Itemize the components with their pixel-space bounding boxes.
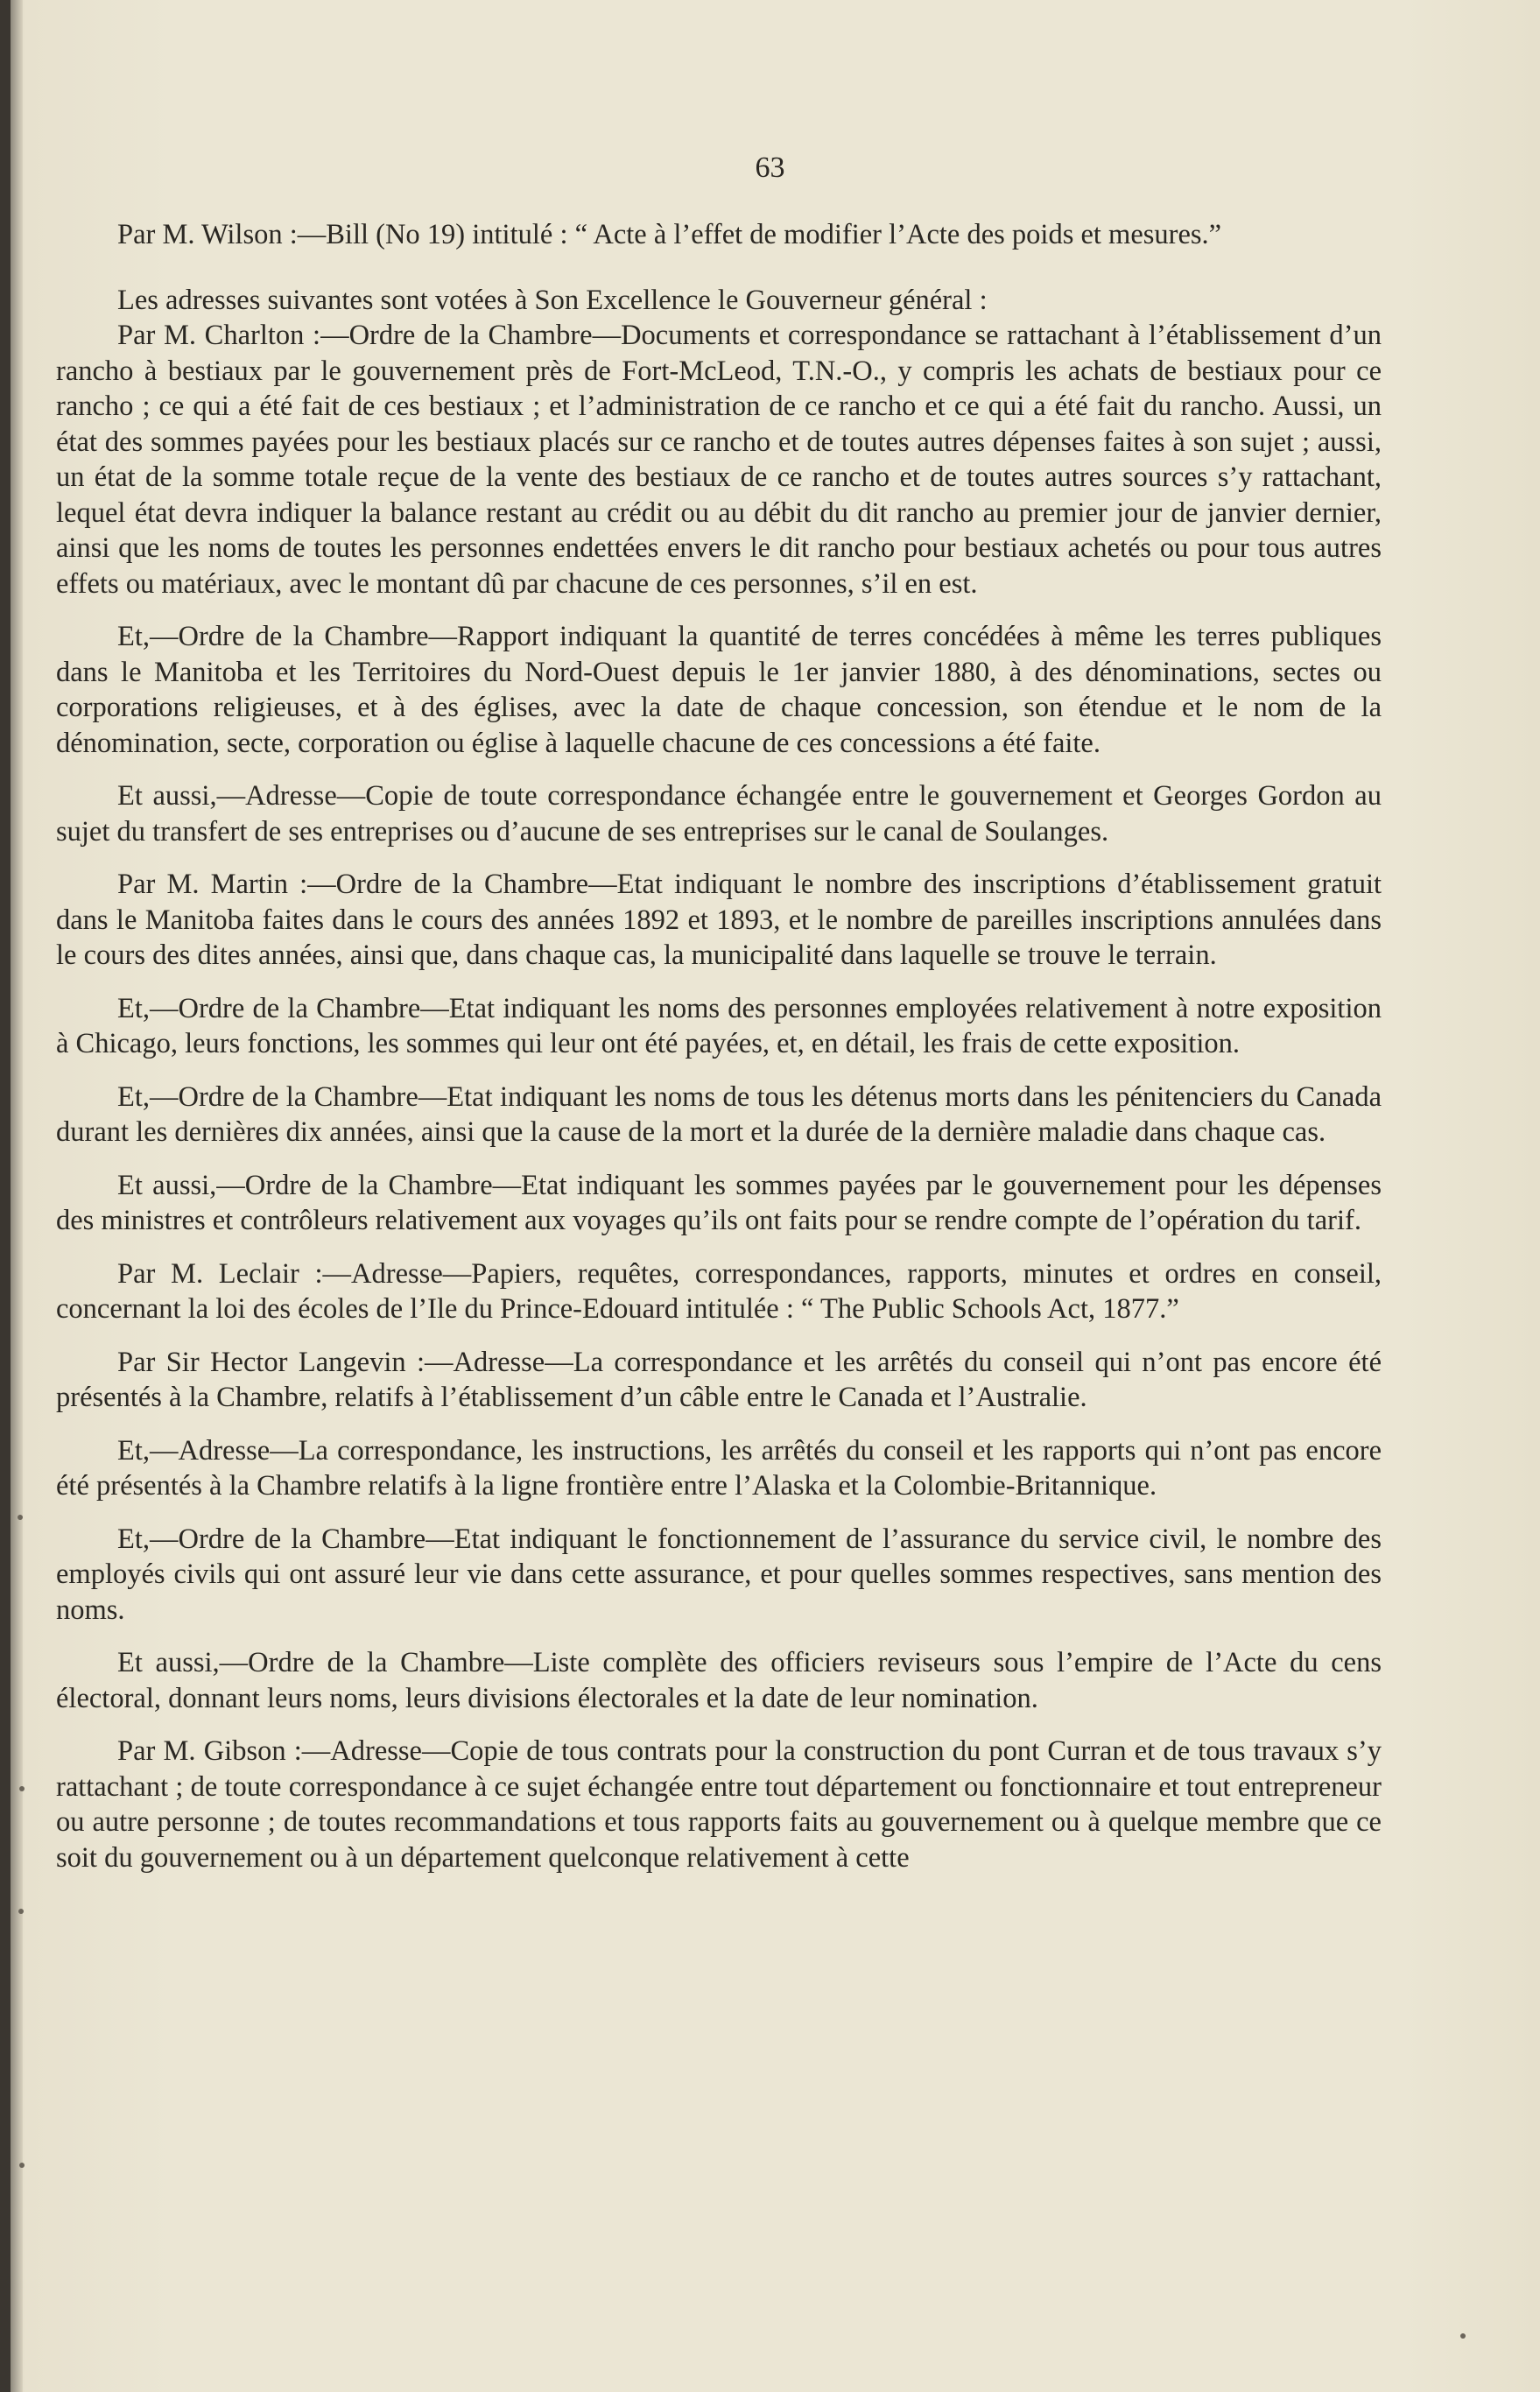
margin-speck [1460,2333,1466,2339]
paragraph-depenses-ministres: Et aussi,—Ordre de la Chambre—Etat indiquant les sommes payées par le gouvernement pour les dépenses des ministres et contrôleurs relativement aux voyages qu’ils ont faits pour se rendre compte de l’opération du tarif. [56,1169,1382,1236]
paragraph-adresses-intro: Les adresses suivantes sont votées à Son Excellence le Gouverneur général : [117,284,988,316]
margin-speck [19,1786,25,1791]
paragraph-terres-concedees: Et,—Ordre de la Chambre—Rapport indiquant la quantité de terres concédées à même les terres publiques dans le Manitoba et les Territoires du Nord-Ouest depuis le 1er janvier 1880, à des dénominations, sectes ou corporations religieuses, et à des églises, avec la date de chaque concession, son étendue et le nom de la dénomination, secte, corporation ou église à laquelle chacune de ces concessions a été faite. [56,621,1382,759]
paragraph-alaska-frontiere: Et,—Adresse—La correspondance, les instructions, les arrêtés du conseil et les rapports qui n’ont pas encore été présentés à la Chambre relatifs à la ligne frontière entre l’Alaska et la Colombie-Britannique. [56,1434,1382,1502]
paragraph-detenus-morts: Et,—Ordre de la Chambre—Etat indiquant les noms de tous les détenus morts dans les pénitenciers du Canada durant les dernières dix années, ainsi que la cause de la mort et la durée de la dernière maladie dans chaque cas. [56,1080,1382,1148]
paragraph-exposition-chicago: Et,—Ordre de la Chambre—Etat indiquant les noms des personnes employées relativement à notre exposition à Chicago, leurs fonctions, les sommes qui leur ont été payées, et, en détail, les frais de cette exposition. [56,992,1382,1059]
margin-speck [18,1515,23,1520]
binding-edge [11,0,23,2392]
paragraph-charlton-rancho: Par M. Charlton :—Ordre de la Chambre—Documents et correspondance se rattachant à l’établissement d’un rancho à bestiaux par le gouvernement près de Fort-McLeod, T.N.-O., y compris les achats de bestiaux pour ce rancho ; ce qui a été fait de ces bestiaux ; et l’administration de ce rancho et ce qui a été fait du rancho. Aussi, un état des sommes payées pour les bestiaux placés sur ce rancho et de toutes autres dépenses faites à son sujet ; aussi, un état de la somme totale reçue de la vente des bestiaux de ce rancho et de toutes autres sources s’y rattachant, lequel état devra indiquer la balance restant au crédit ou au débit du dit rancho au premier jour de janvier dernier, ainsi que les noms de toutes les personnes endettées envers le dit rancho pour bestiaux achetés ou pour tous autres effets ou matériaux, avec le montant dû par chacune de ces personnes, s’il en est. [56,320,1382,600]
margin-speck [18,1909,24,1914]
paragraph-leclair-ecoles: Par M. Leclair :—Adresse—Papiers, requêtes, correspondances, rapports, minutes et ordres en conseil, concernant la loi des écoles de l’Ile du Prince-Edouard intitulée : “ The Public Schools Act, 1877.” [56,1257,1382,1325]
paragraph-martin-inscriptions: Par M. Martin :—Ordre de la Chambre—Etat indiquant le nombre des inscriptions d’établissement gratuit dans le Manitoba faites dans le cours des années 1892 et 1893, et le nombre de pareilles inscriptions annulées dans le cours des dites années, ainsi que, dans chaque cas, la municipalité dans laquelle se trouve le terrain. [56,869,1382,971]
page-number: 63 [755,151,785,184]
paragraph-langevin-cable: Par Sir Hector Langevin :—Adresse—La correspondance et les arrêtés du conseil qui n’ont pas encore été présentés à la Chambre, relatifs à l’établissement d’un câble entre le Canada et l’Australie. [56,1346,1382,1413]
binding-shadow [0,0,11,2392]
paragraph-assurance-service-civil: Et,—Ordre de la Chambre—Etat indiquant le fonctionnement de l’assurance du service civil, le nombre des employés civils qui ont assuré leur vie dans cette assurance, et pour quelles sommes respectives, sans mention des noms. [56,1523,1382,1626]
paragraph-wilson-bill: Par M. Wilson :—Bill (No 19) intitulé : “ Acte à l’effet de modifier l’Acte des poids et mesures.” [117,219,1222,250]
paragraph-gibson-pont-curran: Par M. Gibson :—Adresse—Copie de tous contrats pour la construction du pont Curran et de tous travaux s’y rattachant ; de toute correspondance à ce sujet échangée entre tout département ou fonctionnaire et tout entrepreneur ou autre personne ; de toutes recommandations et tous rapports faits au gouvernement ou à quelque membre que ce soit du gouvernement ou à un département quelconque relativement à cette [56,1735,1382,1874]
paragraph-officiers-reviseurs: Et aussi,—Ordre de la Chambre—Liste complète des officiers reviseurs sous l’empire de l’Acte du cens électoral, donnant leurs noms, leurs divisions électorales et la date de leur nomination. [56,1647,1382,1714]
paragraph-georges-gordon: Et aussi,—Adresse—Copie de toute correspondance échangée entre le gouvernement et Georges Gordon au sujet du transfert de ses entreprises ou d’aucune de ses entreprises sur le canal de Soulanges. [56,780,1382,848]
margin-speck [19,2163,25,2168]
body-text [56,217,1382,1875]
